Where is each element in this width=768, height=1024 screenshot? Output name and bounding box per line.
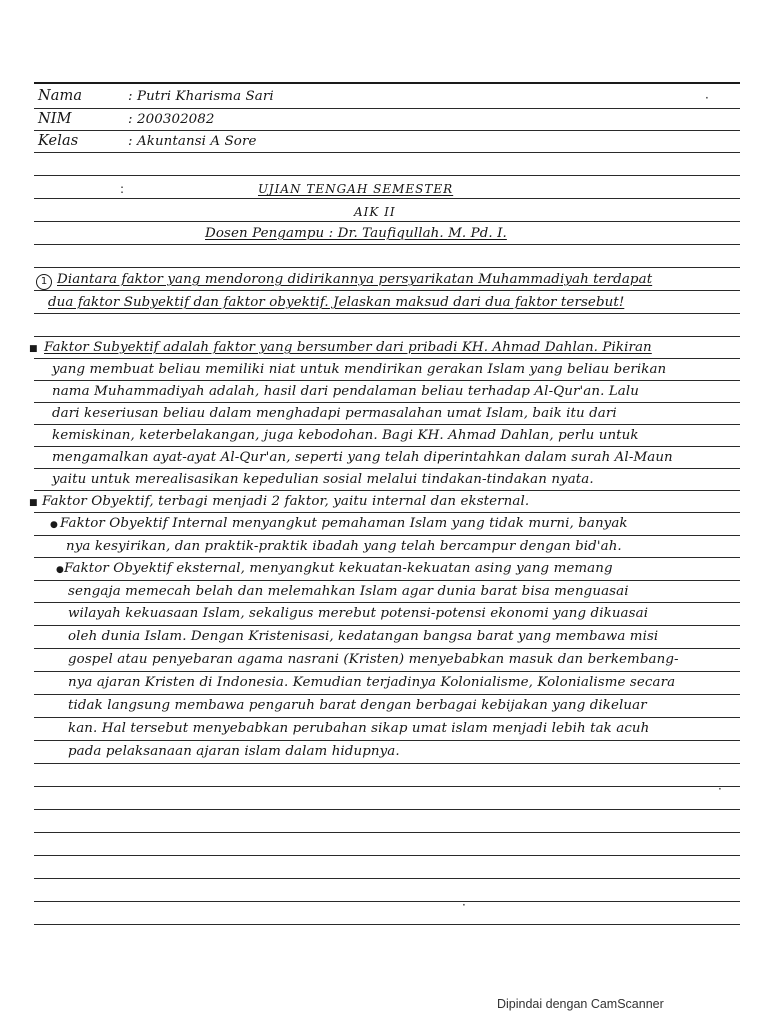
lecturer-line: Dosen Pengampu : Dr. Taufiqullah. M. Pd. I. — [205, 226, 507, 241]
kelas-value: : Akuntansi A Sore — [128, 134, 257, 149]
answer-line: kan. Hal tersebut menyebabkan perubahan sikap umat islam menjadi lebih tak acuh — [68, 721, 650, 736]
ruled-line — [34, 446, 740, 447]
ruled-line — [34, 380, 740, 381]
ruled-line — [34, 313, 740, 314]
ruled-line — [34, 221, 740, 222]
answer-line: nya ajaran Kristen di Indonesia. Kemudian terjadinya Kolonialisme, Kolonialisme secara — [68, 675, 676, 690]
nim-value: : 200302082 — [128, 112, 215, 127]
ruled-line — [34, 244, 740, 245]
ruled-line — [34, 763, 740, 764]
ruled-line — [34, 82, 740, 84]
bullet-icon: ■ — [29, 498, 38, 508]
nama-label: Nama — [38, 88, 83, 104]
ruled-line — [34, 468, 740, 469]
answer-line: sengaja memecah belah dan melemahkan Islam agar dunia barat bisa menguasai — [68, 584, 629, 599]
answer-line: nama Muhammadiyah adalah, hasil dari pendalaman beliau terhadap Al-Qur'an. Lalu — [52, 384, 639, 399]
ruled-line — [34, 175, 740, 176]
ruled-line — [34, 671, 740, 672]
ruled-line — [34, 152, 740, 153]
ruled-line — [34, 130, 740, 131]
ruled-line — [34, 424, 740, 425]
kelas-label: Kelas — [38, 133, 79, 149]
scanner-footer-note: Dipindai dengan CamScanner — [497, 997, 664, 1011]
answer-line: oleh dunia Islam. Dengan Kristenisasi, kedatangan bangsa barat yang membawa misi — [68, 629, 659, 644]
answer-line: tidak langsung membawa pengaruh barat dengan berbagai kebijakan yang dikeluar — [68, 698, 647, 713]
ruled-line — [34, 809, 740, 810]
ruled-line — [34, 648, 740, 649]
answer-line: Faktor Obyektif, terbagi menjadi 2 faktor, yaitu internal dan eksternal. — [42, 494, 530, 509]
ruled-line — [34, 901, 740, 902]
ruled-line — [34, 535, 740, 536]
ruled-line — [34, 832, 740, 833]
question-number: 1 — [36, 274, 52, 290]
ruled-line — [34, 625, 740, 626]
ruled-line — [34, 336, 740, 337]
answer-line: kemiskinan, keterbelakangan, juga kebodohan. Bagi KH. Ahmad Dahlan, perlu untuk — [52, 428, 639, 443]
bullet-icon: ● — [56, 565, 64, 575]
answer-line: wilayah kekuasaan Islam, sekaligus merebut potensi-potensi ekonomi yang dikuasai — [68, 606, 649, 621]
answer-line: yaitu untuk merealisasikan kepedulian sosial melalui tindakan-tindakan nyata. — [52, 472, 594, 487]
stray-dot: · — [705, 91, 709, 105]
ruled-line — [34, 740, 740, 741]
course-name: AIK II — [354, 205, 396, 219]
ruled-line — [34, 490, 740, 491]
ruled-line — [34, 924, 740, 925]
bullet-icon: ■ — [29, 344, 38, 354]
ruled-line — [34, 402, 740, 403]
ruled-line — [34, 290, 740, 291]
nim-label: NIM — [38, 111, 72, 127]
question-line: Diantara faktor yang mendorong didirikannya persyarikatan Muhammadiyah terdapat — [57, 272, 653, 287]
answer-line: Faktor Obyektif Internal menyangkut pemahaman Islam yang tidak murni, banyak — [60, 516, 628, 531]
ruled-line — [34, 557, 740, 558]
exam-title: UJIAN TENGAH SEMESTER — [258, 182, 454, 196]
answer-line: dari keseriusan beliau dalam menghadapi permasalahan umat Islam, baik itu dari — [52, 406, 617, 421]
answer-line: Faktor Obyektif eksternal, menyangkut kekuatan-kekuatan asing yang memang — [64, 561, 613, 576]
ruled-line — [34, 512, 740, 513]
nama-value: : Putri Kharisma Sari — [128, 89, 274, 104]
answer-line: pada pelaksanaan ajaran islam dalam hidupnya. — [68, 744, 400, 759]
ruled-line — [34, 717, 740, 718]
stray-dot: · — [718, 782, 722, 796]
answer-line: mengamalkan ayat-ayat Al-Qur'an, seperti yang telah diperintahkan dalam surah Al-Maun — [52, 450, 673, 465]
ruled-line — [34, 786, 740, 787]
bullet-icon: ● — [50, 520, 58, 530]
answer-line: Faktor Subyektif adalah faktor yang bersumber dari pribadi KH. Ahmad Dahlan. Pikiran — [44, 340, 652, 355]
ruled-line — [34, 878, 740, 879]
answer-line: nya kesyirikan, dan praktik-praktik ibadah yang telah bercampur dengan bid'ah. — [66, 539, 622, 554]
stray-dot: : — [120, 182, 125, 196]
question-line: dua faktor Subyektif dan faktor obyektif. Jelaskan maksud dari dua faktor tersebut! — [48, 295, 625, 310]
ruled-line — [34, 580, 740, 581]
ruled-line — [34, 694, 740, 695]
answer-line: gospel atau penyebaran agama nasrani (Kristen) menyebabkan masuk dan berkembang- — [68, 652, 679, 667]
answer-line: yang membuat beliau memiliki niat untuk mendirikan gerakan Islam yang beliau berikan — [52, 362, 667, 377]
ruled-line — [34, 198, 740, 199]
stray-dot: · — [462, 898, 466, 912]
ruled-line — [34, 108, 740, 109]
ruled-line — [34, 855, 740, 856]
ruled-line — [34, 267, 740, 268]
ruled-line — [34, 602, 740, 603]
ruled-line — [34, 358, 740, 359]
